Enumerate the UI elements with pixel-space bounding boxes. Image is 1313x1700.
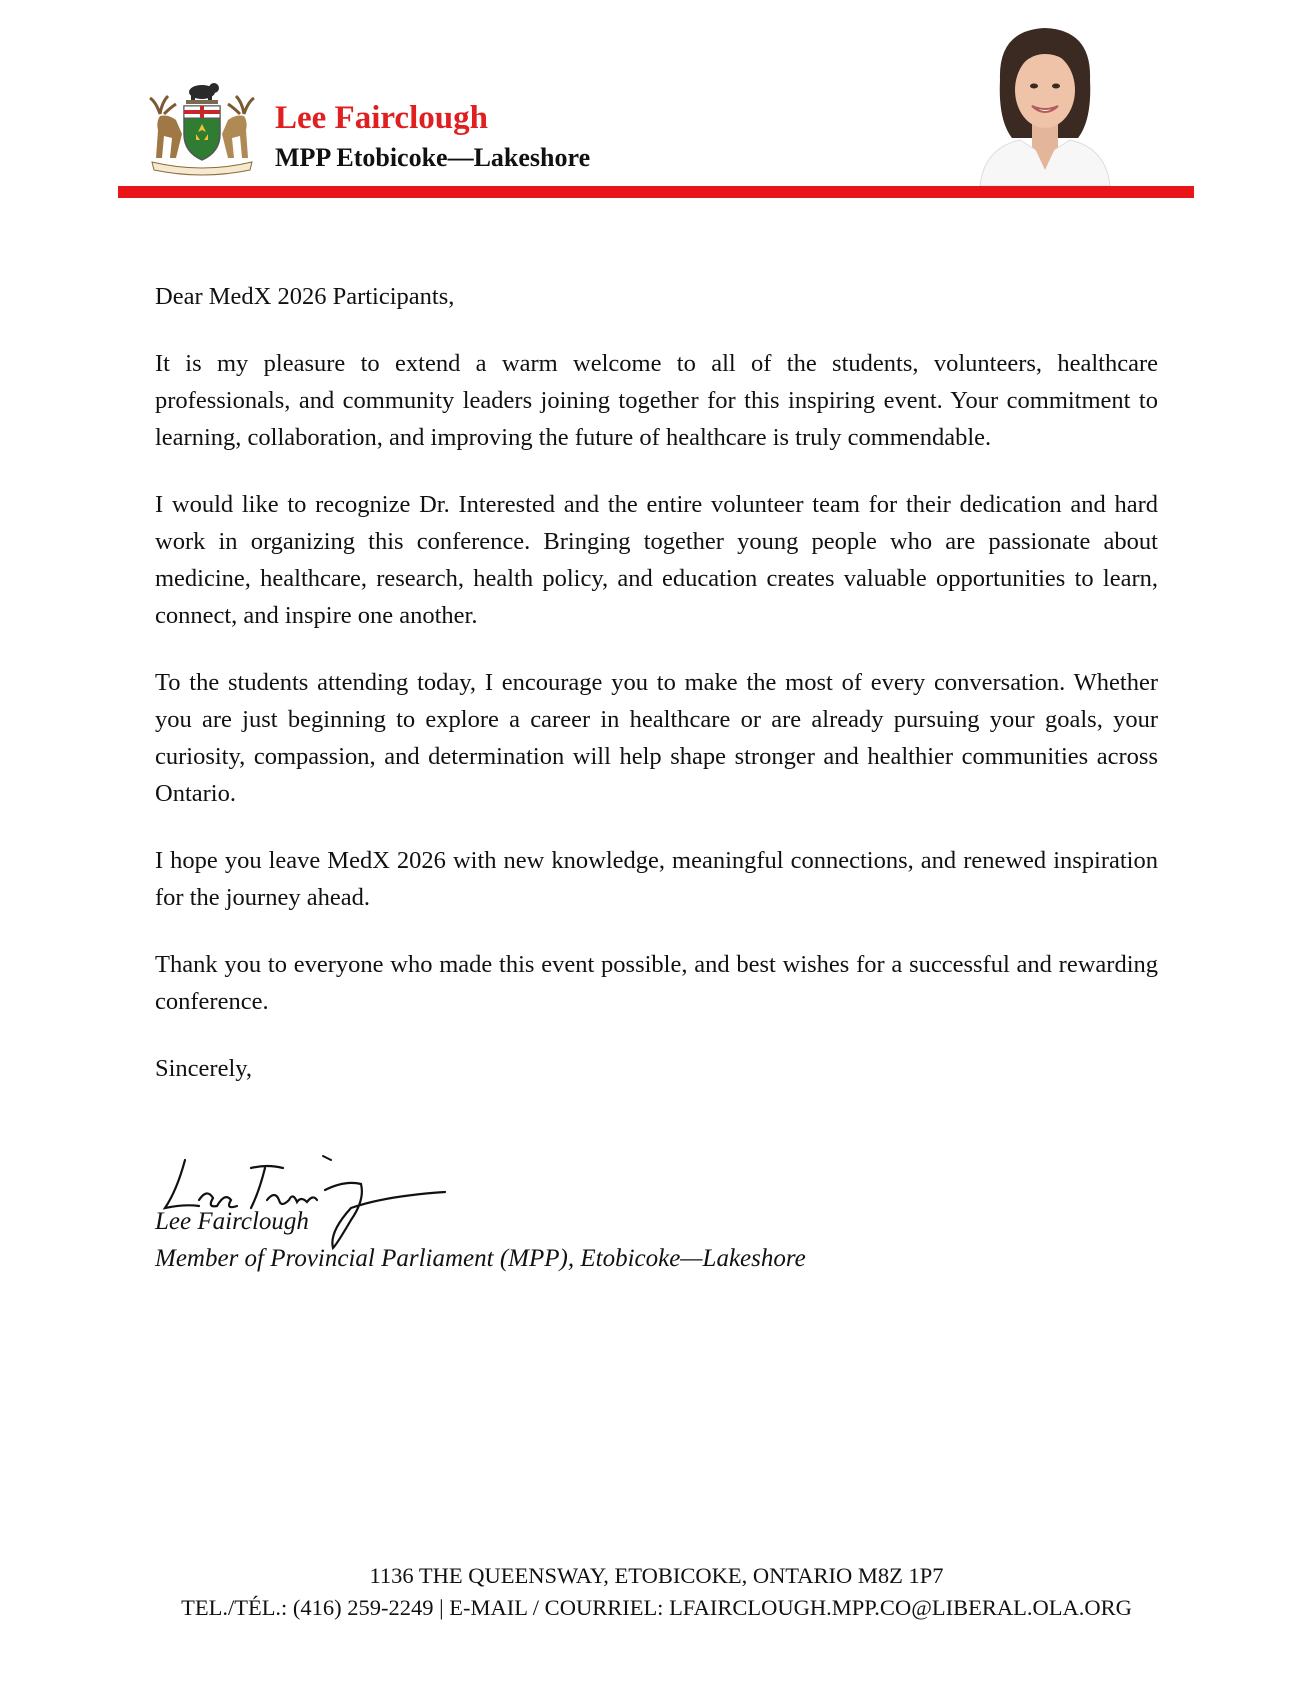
letterhead-name: Lee Fairclough	[275, 100, 488, 136]
letterhead	[0, 0, 1313, 205]
signer-name: Lee Fairclough	[155, 1208, 309, 1235]
paragraph-recognition: I would like to recognize Dr. Interested and the entire volunteer team for their dedication and hard work in organizing this conference. Bringing together young people who are passionate about medicine, healthcare, research, health policy, and education creates valuable opportunities to learn, connect, and inspire one another.	[155, 491, 1158, 629]
signer-title: Member of Provincial Parliament (MPP), Etobicoke—Lakeshore	[155, 1245, 806, 1272]
letterhead-riding: MPP Etobicoke—Lakeshore	[275, 143, 591, 172]
salutation: Dear MedX 2026 Participants,	[155, 283, 455, 310]
paragraph-encouragement: To the students attending today, I encourage you to make the most of every conversation. Whether you are just beginning to explore a career in healthcare or are already pursuing your goals, your curiosity, compassion, and determination will help shape stronger and healthier communities across Ontario.	[155, 669, 1158, 807]
footer-address: 1136 THE QUEENSWAY, ETOBICOKE, ONTARIO M8Z 1P7	[369, 1563, 944, 1588]
footer	[0, 1560, 1313, 1624]
closing: Sincerely,	[155, 1055, 253, 1082]
paragraph-hope: I hope you leave MedX 2026 with new knowledge, meaningful connections, and renewed inspiration for the journey ahead.	[155, 847, 1158, 911]
paragraph-welcome: It is my pleasure to extend a warm welcome to all of the students, volunteers, healthcare professionals, and community leaders joining together for this inspiring event. Your commitment to learning, collaboration, and improving the future of healthcare is truly commendable.	[155, 350, 1158, 451]
footer-contact: TEL./TÉL.: (416) 259-2249 | E-MAIL / COURRIEL: LFAIRCLOUGH.MPP.CO@LIBERAL.OLA.ORG	[181, 1595, 1132, 1620]
paragraph-thanks: Thank you to everyone who made this event possible, and best wishes for a successful and rewarding conference.	[155, 951, 1158, 1015]
ontario-coat-of-arms-icon	[146, 78, 258, 178]
letter-body	[155, 278, 1158, 1087]
mpp-portrait	[960, 20, 1130, 186]
header-rule	[118, 186, 1194, 198]
